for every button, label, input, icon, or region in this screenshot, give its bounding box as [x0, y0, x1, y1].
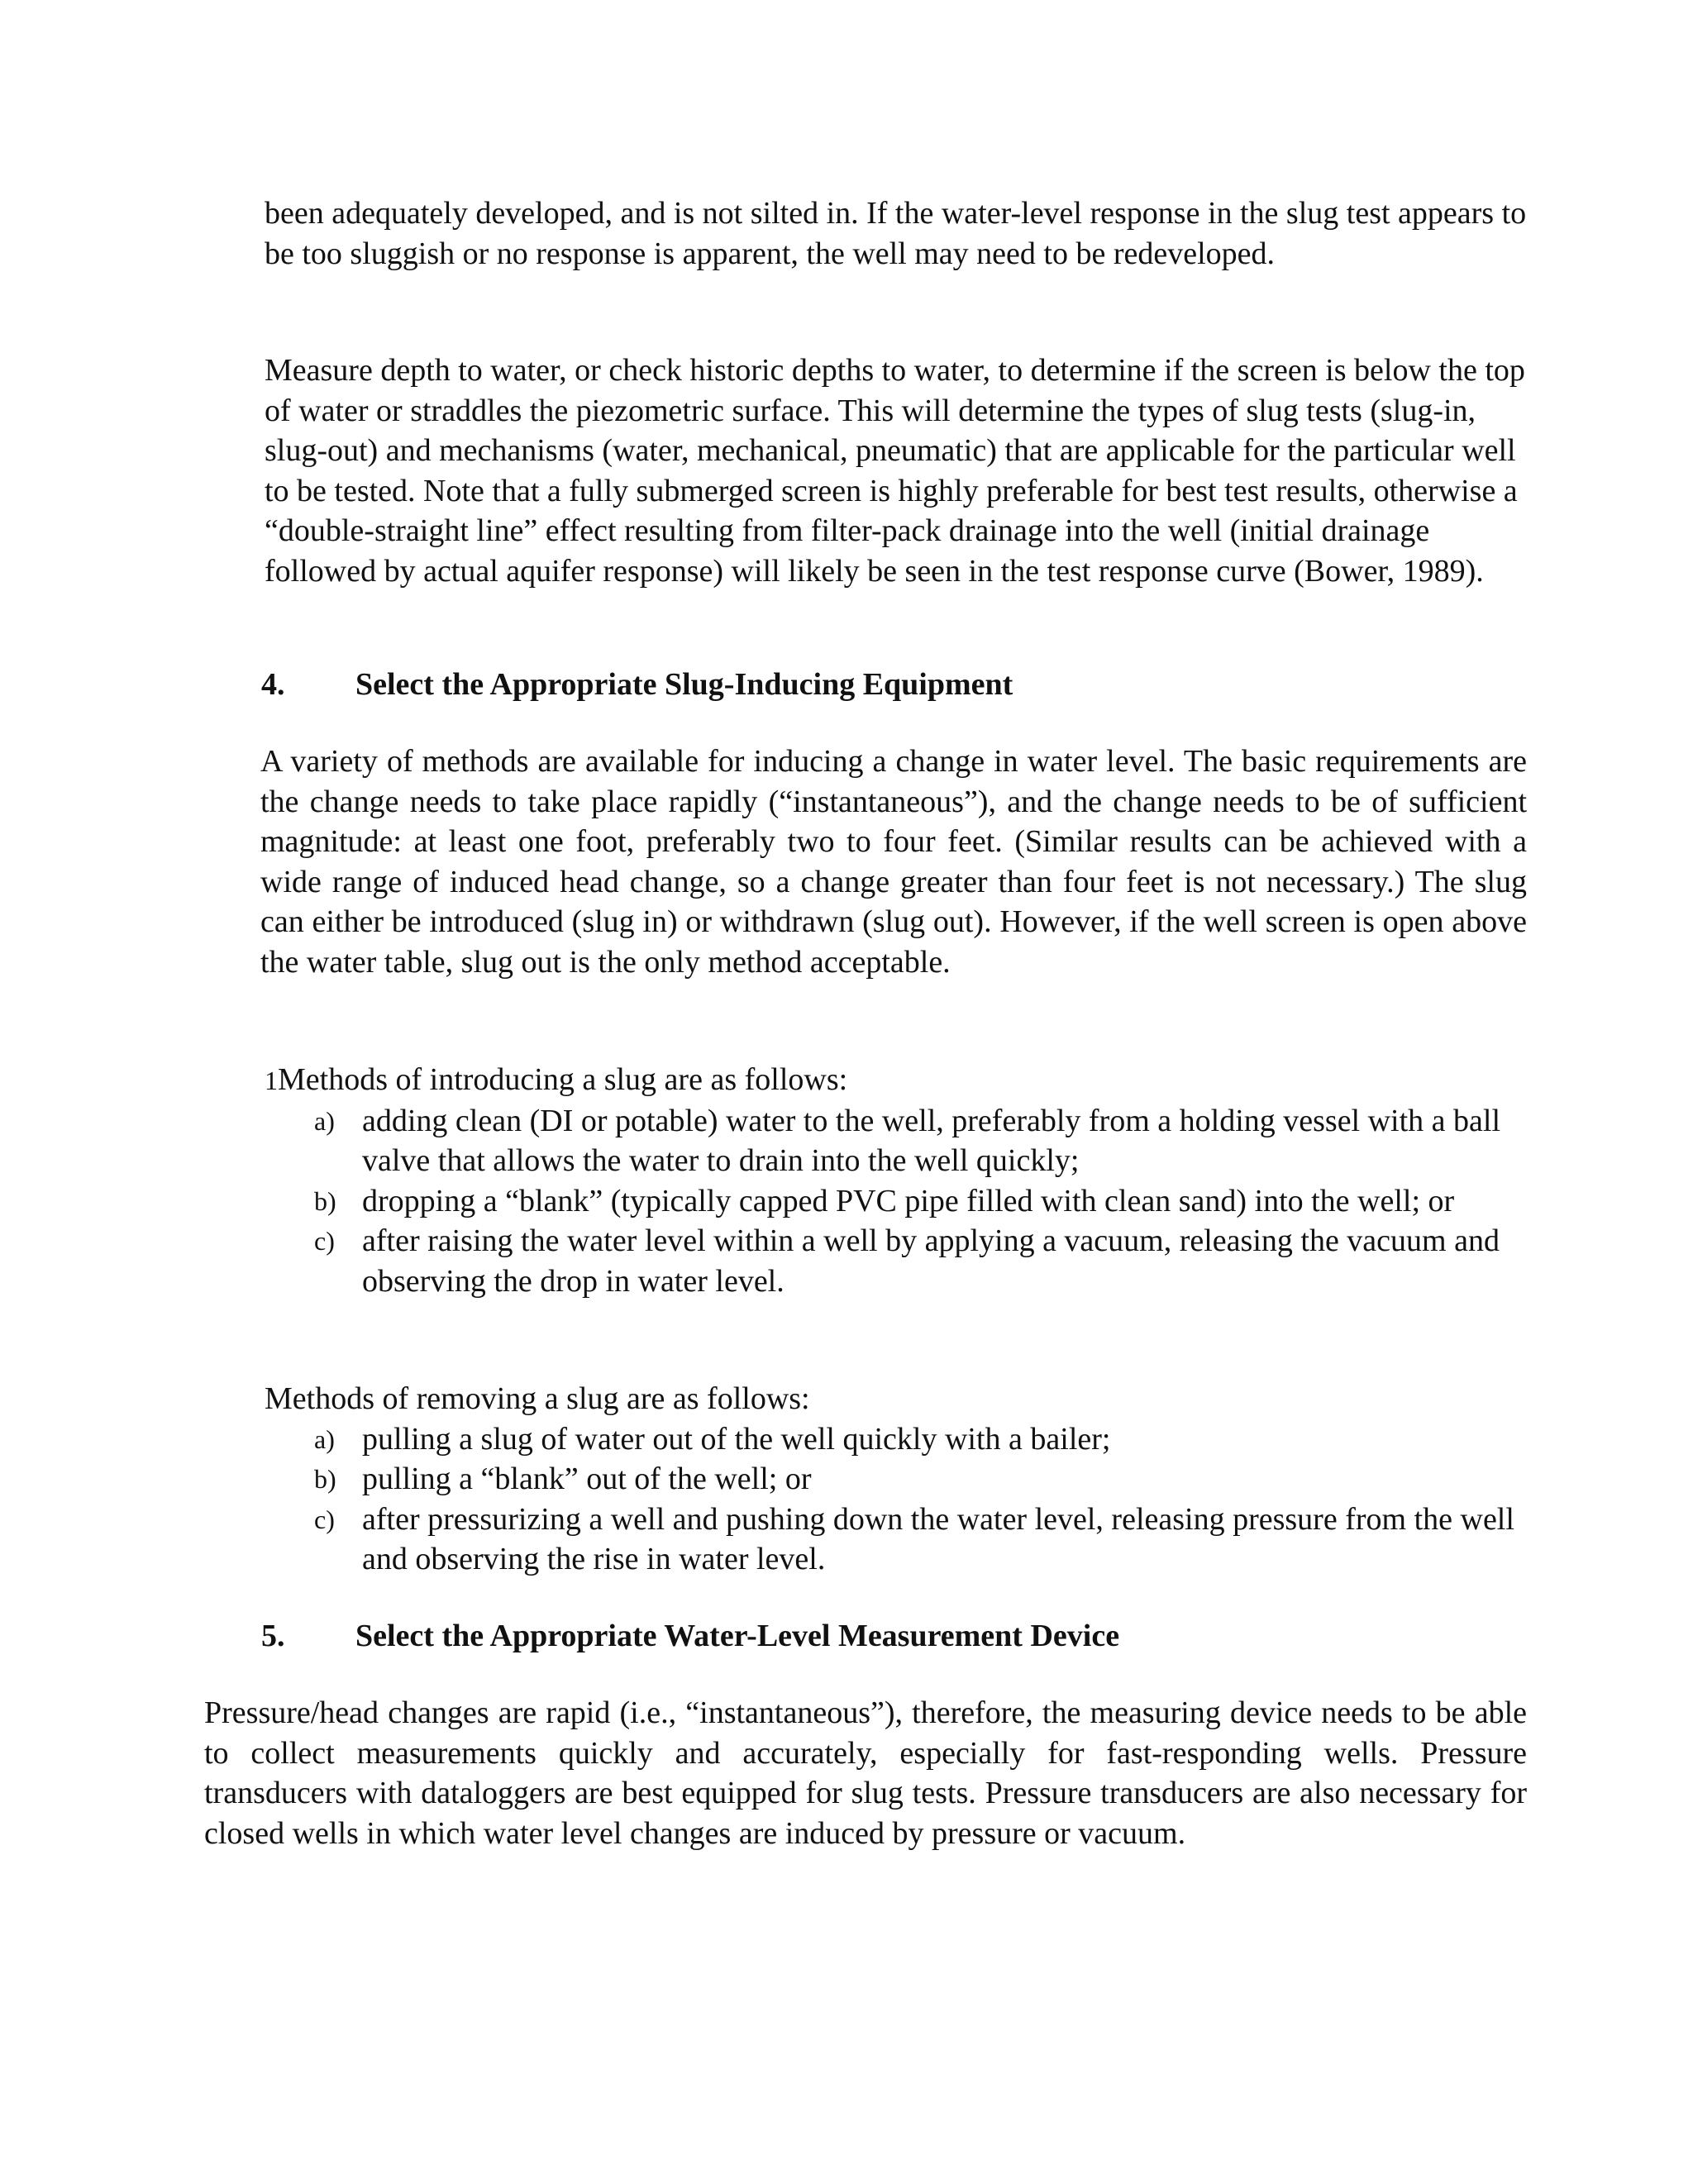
list-item-text: dropping a “blank” (typically capped PVC pipe filled with clean sand) into the well; or — [362, 1183, 1455, 1218]
list-item-text: after pressurizing a well and pushing down the water level, releasing pressure from the well and observing the rise in water level. — [362, 1501, 1514, 1576]
removing-slug-list — [265, 1379, 1538, 1580]
measurement-device-paragraph: Pressure/head changes are rapid (i.e., “instantaneous”), therefore, the measuring device needs to be able to collect measurements quickly and accurately, especially for fast-responding wells. Pressure transducers with dataloggers are best equipped for slug tests. Pressure transducers are also necessary for closed wells in which water level changes are induced by pressure or vacuum. — [204, 1695, 1527, 1851]
measure-depth-paragraph: Measure depth to water, or check historic depths to water, to determine if the screen is below the top of water or straddles the piezometric surface. This will determine the types of slug tests (slug-in, slug-out) and mechanisms (water, mechanical, pneumatic) that are applicable for the particular well to be tested. Note that a fully submerged screen is highly preferable for best test results, otherwise a “double-straight line” effect resulting from filter-pack drainage into the well (initial drainage followed by actual aquifer response) will likely be seen in the test response curve (Bower, 1989). — [265, 353, 1525, 589]
list-item-text: pulling a slug of water out of the well quickly with a bailer; — [362, 1421, 1111, 1457]
section-4-heading — [261, 665, 1013, 705]
footnote-marker: 1 — [265, 1066, 278, 1095]
list-item — [265, 1101, 1538, 1181]
introducing-slug-list — [265, 1060, 1538, 1301]
introducing-lead-text: Methods of introducing a slug are as follows: — [278, 1062, 848, 1097]
section-4-number: 4. — [261, 667, 285, 702]
list-item — [265, 1221, 1538, 1301]
list-marker: c) — [314, 1504, 335, 1534]
section-5-number: 5. — [261, 1619, 285, 1653]
list-marker: a) — [314, 1105, 335, 1136]
list-item — [265, 1500, 1538, 1580]
continuation-paragraph: been adequately developed, and is not silted in. If the water-level response in the slug test appears to be too sluggish or no response is apparent, the well may need to be redeveloped. — [265, 196, 1527, 271]
list-item-text: adding clean (DI or potable) water to the well, preferably from a holding vessel with a ball valve that allows the water to drain into the well quickly; — [362, 1103, 1501, 1178]
section-5-heading — [261, 1616, 1119, 1657]
list-item-text: after raising the water level within a well by applying a vacuum, releasing the vacuum and observing the drop in water level. — [362, 1223, 1500, 1299]
list-item-text: pulling a “blank” out of the well; or — [362, 1462, 812, 1496]
list-item — [265, 1459, 1538, 1500]
list-item — [265, 1419, 1538, 1460]
list-marker: c) — [314, 1226, 335, 1256]
list-item — [265, 1181, 1538, 1222]
slug-methods-paragraph: A variety of methods are available for inducing a change in water level. The basic requirements are the change needs to take place rapidly (“instantaneous”), and the change needs to be of sufficient magnitude: at least one foot, preferably two to four feet. (Similar results can be achieved with a wide range of induced head change, so a change greater than four feet is not necessary.) The slug can either be introduced (slug in) or withdrawn (slug out). However, if the well screen is open above the water table, slug out is the only method acceptable. — [260, 744, 1527, 980]
removing-lead: Methods of removing a slug are as follows: — [265, 1381, 810, 1416]
list-marker: b) — [314, 1464, 336, 1494]
list-marker: b) — [314, 1185, 336, 1216]
introducing-lead — [265, 1060, 1538, 1101]
list-marker: a) — [314, 1423, 335, 1454]
section-5-title: Select the Appropriate Water-Level Measurement Device — [355, 1619, 1120, 1653]
section-4-title: Select the Appropriate Slug-Inducing Equipment — [355, 667, 1013, 702]
